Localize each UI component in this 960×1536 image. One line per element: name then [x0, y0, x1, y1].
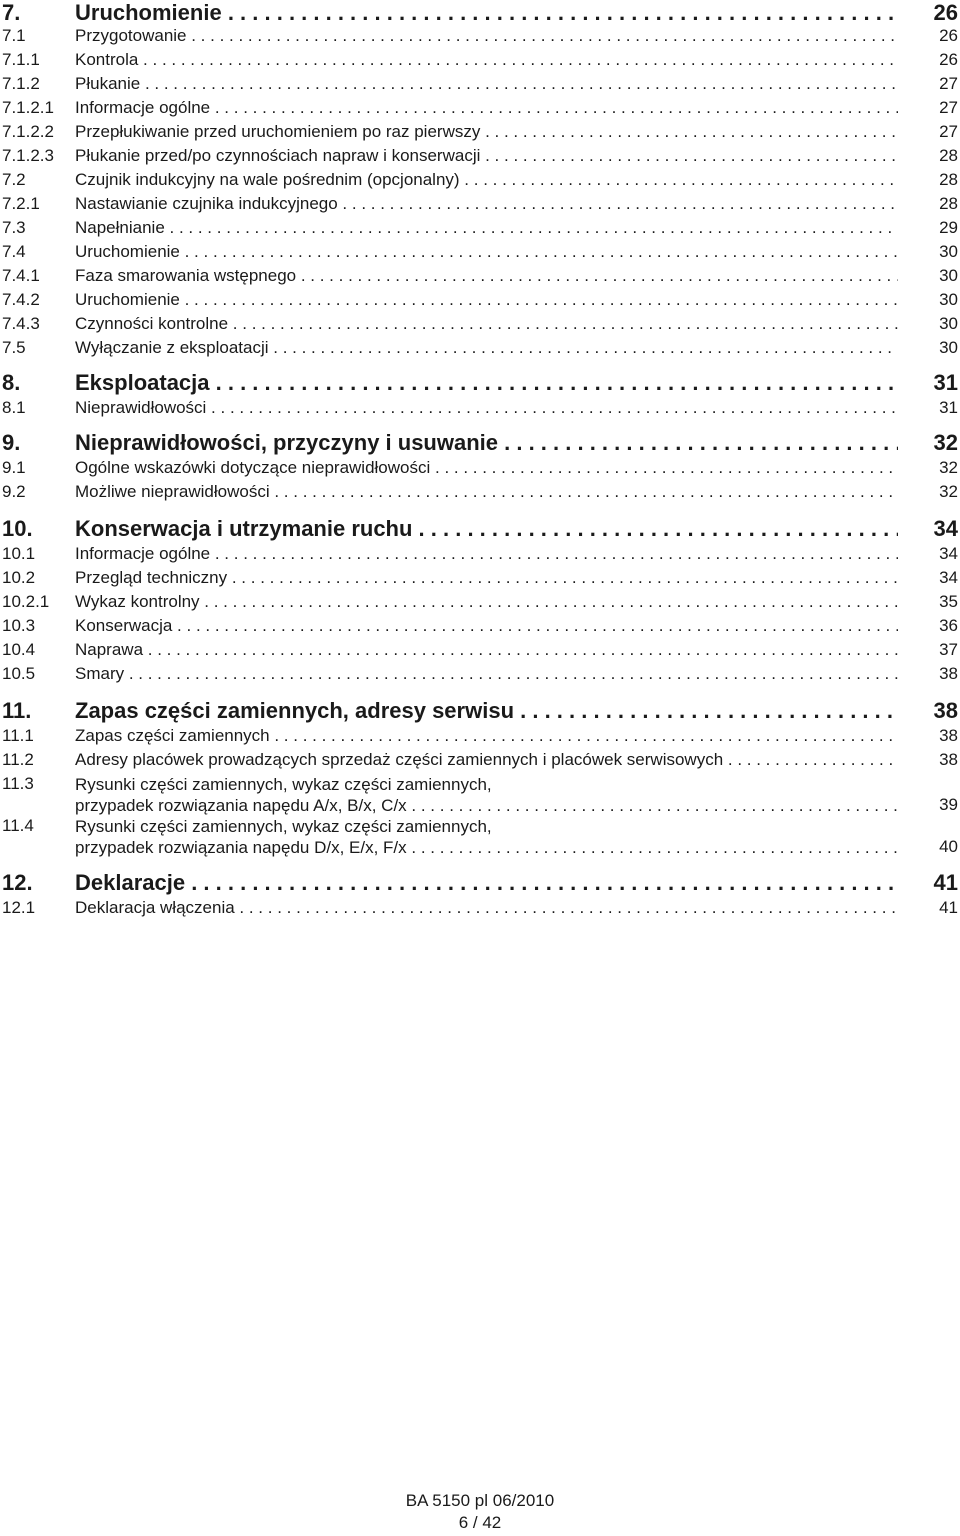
toc-entry-title: Faza smarowania wstępnego . . .: [75, 266, 898, 286]
page-number: 6 / 42: [458, 1513, 502, 1532]
toc-entry-number: 7.4: [2, 242, 26, 261]
toc-entry-title: Wykaz kontrolny . . .: [75, 592, 898, 612]
toc-entry[interactable]: [0, 482, 960, 502]
toc-entry[interactable]: [0, 616, 960, 636]
toc-entry-number: 10.2.1: [2, 592, 50, 611]
toc-entry-title: Czujnik indukcyjny na wale pośrednim (opcjonalny) . . .: [75, 170, 898, 190]
toc-entry-page: 34: [939, 568, 958, 587]
toc-entry[interactable]: [0, 266, 960, 286]
toc-entry-number: 10.2: [2, 568, 36, 587]
toc-entry-number: 7.1.2: [2, 74, 40, 93]
toc-entry-title-line1: Rysunki części zamiennych, wykaz części zamiennych,: [75, 817, 492, 836]
toc-entry[interactable]: [0, 458, 960, 478]
toc-entry[interactable]: [0, 194, 960, 214]
toc-entry-page: 36: [939, 616, 958, 635]
toc-entry-page: 40: [939, 837, 958, 856]
toc-entry-title: Zapas części zamiennych, adresy serwisu . . .: [75, 698, 898, 724]
toc-entry-number: 12.1: [2, 898, 36, 917]
toc-entry-number: 9.2: [2, 482, 26, 501]
toc-entry[interactable]: [0, 898, 960, 918]
toc-entry-page: 41: [933, 870, 958, 895]
toc-entry-number: 7.4.1: [2, 266, 40, 285]
toc-entry-page: 32: [939, 482, 958, 501]
toc-entry[interactable]: [0, 122, 960, 142]
toc-entry-number: 7.1.2.3: [2, 146, 54, 165]
toc-entry-title: Ogólne wskazówki dotyczące nieprawidłowości . . .: [75, 458, 898, 478]
toc-entry-page: 26: [933, 0, 958, 25]
toc-entry-title: Nieprawidłowości, przyczyny i usuwanie . . .: [75, 430, 898, 456]
toc-entry-page: 27: [939, 74, 958, 93]
toc-entry-number: 10.5: [2, 664, 36, 683]
toc-entry-title: Kontrola . . .: [75, 50, 898, 70]
toc-entry-number: 7.1: [2, 26, 26, 45]
toc-entry-number: 11.3: [2, 774, 34, 793]
toc-entry-number: 7.1.2.2: [2, 122, 54, 141]
toc-entry[interactable]: [0, 544, 960, 564]
toc-entry[interactable]: [0, 664, 960, 684]
toc-entry[interactable]: [0, 170, 960, 190]
toc-entry-page: 30: [939, 314, 958, 333]
toc-entry-title: Napełnianie . . .: [75, 218, 898, 238]
toc-entry[interactable]: [0, 242, 960, 262]
toc-entry-title: Przepłukiwanie przed uruchomieniem po raz pierwszy . . .: [75, 122, 898, 142]
toc-entry[interactable]: [0, 146, 960, 166]
toc-entry-number: 7.5: [2, 338, 26, 357]
toc-entry-title: Zapas części zamiennych . . .: [75, 726, 898, 746]
toc-entry[interactable]: [0, 726, 960, 746]
toc-entry-number: 10.3: [2, 616, 36, 635]
toc-entry-title: Uruchomienie . . .: [75, 242, 898, 262]
toc-entry[interactable]: [0, 774, 960, 816]
toc-entry[interactable]: [0, 218, 960, 238]
toc-entry-number: 8.1: [2, 398, 26, 417]
toc-entry-number: 7.4.2: [2, 290, 40, 309]
toc-entry-page: 38: [933, 698, 958, 723]
toc-entry[interactable]: [0, 290, 960, 310]
toc-entry-number: 7.2: [2, 170, 26, 189]
toc-entry-title: Nastawianie czujnika indukcyjnego . . .: [75, 194, 898, 214]
toc-entry-title: Konserwacja i utrzymanie ruchu . . .: [75, 516, 898, 542]
toc-entry-title: Eksploatacja . . .: [75, 370, 898, 396]
toc-entry-page: 28: [939, 194, 958, 213]
toc-entry-title: Naprawa . . .: [75, 640, 898, 660]
toc-entry-title: Wyłączanie z eksploatacji . . .: [75, 338, 898, 358]
toc-entry-number: 7.: [2, 0, 21, 25]
toc-entry-page: 32: [939, 458, 958, 477]
toc-entry-page: 35: [939, 592, 958, 611]
toc-entry-number: 11.: [2, 698, 32, 723]
toc-entry[interactable]: [0, 398, 960, 418]
toc-entry-title: Konserwacja . . .: [75, 616, 898, 636]
toc-entry-title: Uruchomienie . . .: [75, 290, 898, 310]
toc-chapter-entry[interactable]: [0, 870, 960, 896]
toc-entry-title-line2: przypadek rozwiązania napędu D/x, E/x, F/x . . .: [75, 837, 898, 858]
toc-entry-page: 27: [939, 98, 958, 117]
toc-entry-page: 38: [939, 664, 958, 683]
toc-entry-number: 9.1: [2, 458, 26, 477]
toc-entry-page: 31: [939, 398, 958, 417]
toc-entry-title-line2: przypadek rozwiązania napędu A/x, B/x, C/x . . .: [75, 795, 898, 816]
toc-entry-page: 30: [939, 242, 958, 261]
toc-entry-number: 8.: [2, 370, 21, 395]
toc-entry-title: Informacje ogólne . . .: [75, 544, 898, 564]
toc-entry-number: 11.4: [2, 816, 34, 835]
toc-entry-title: Czynności kontrolne . . .: [75, 314, 898, 334]
toc-entry-title: Informacje ogólne . . .: [75, 98, 898, 118]
toc-entry-number: 11.1: [2, 726, 34, 745]
toc-entry[interactable]: [0, 314, 960, 334]
toc-entry-page: 32: [933, 430, 958, 455]
toc-entry-title: Przegląd techniczny . . .: [75, 568, 898, 588]
toc-entry-title: Przygotowanie . . .: [75, 26, 898, 46]
toc-entry-page: 26: [939, 26, 958, 45]
toc-entry[interactable]: [0, 26, 960, 46]
toc-entry-number: 12.: [2, 870, 33, 895]
toc-entry-page: 37: [939, 640, 958, 659]
toc-entry-number: 10.4: [2, 640, 36, 659]
toc-entry-page: 30: [939, 266, 958, 285]
toc-entry[interactable]: [0, 338, 960, 358]
toc-entry-title: Płukanie . . .: [75, 74, 898, 94]
toc-entry-page: 28: [939, 170, 958, 189]
toc-chapter-entry[interactable]: [0, 516, 960, 542]
toc-entry-title: Uruchomienie . . .: [75, 0, 898, 26]
toc-entry-page: 31: [933, 370, 958, 395]
toc-entry-number: 10.1: [2, 544, 36, 563]
toc-entry-number: 7.3: [2, 218, 26, 237]
toc-entry-title: Smary . . .: [75, 664, 898, 684]
toc-entry-page: 34: [939, 544, 958, 563]
toc-entry-number: 7.2.1: [2, 194, 40, 213]
toc-entry[interactable]: [0, 74, 960, 94]
toc-entry-title-line1: Rysunki części zamiennych, wykaz części zamiennych,: [75, 775, 492, 794]
toc-entry-title: Deklaracje . . .: [75, 870, 898, 896]
toc-chapter-entry[interactable]: [0, 698, 960, 724]
toc-entry-number: 7.4.3: [2, 314, 40, 333]
toc-entry[interactable]: [0, 750, 960, 770]
toc-entry[interactable]: [0, 568, 960, 588]
toc-entry-page: 34: [933, 516, 958, 541]
toc-entry-title: Płukanie przed/po czynnościach napraw i konserwacji . . .: [75, 146, 898, 166]
toc-entry-title: Deklaracja włączenia . . .: [75, 898, 898, 918]
toc-chapter-entry[interactable]: [0, 430, 960, 456]
toc-chapter-entry[interactable]: [0, 0, 960, 26]
toc-entry[interactable]: [0, 50, 960, 70]
toc-entry-title: [75, 774, 898, 816]
toc-entry-page: 38: [939, 750, 958, 769]
toc-entry-number: 11.2: [2, 750, 34, 769]
document-id: BA 5150 pl 06/2010: [405, 1491, 555, 1510]
toc-entry-page: 29: [939, 218, 958, 237]
toc-entry-page: 27: [939, 122, 958, 141]
toc-entry-number: 10.: [2, 516, 33, 541]
toc-entry-number: 7.1.2.1: [2, 98, 54, 117]
toc-entry[interactable]: [0, 816, 960, 858]
toc-chapter-entry[interactable]: [0, 370, 960, 396]
toc-entry-number: 7.1.1: [2, 50, 40, 69]
toc-entry-page: 26: [939, 50, 958, 69]
toc-entry-page: 28: [939, 146, 958, 165]
toc-entry[interactable]: [0, 592, 960, 612]
toc-entry-page: 30: [939, 290, 958, 309]
toc-entry[interactable]: [0, 98, 960, 118]
page-footer: [0, 1490, 960, 1534]
toc-entry-page: 41: [939, 898, 958, 917]
toc-entry-page: 38: [939, 726, 958, 745]
toc-entry-page: 30: [939, 338, 958, 357]
toc-entry-title: [75, 816, 898, 858]
toc-entry-title: Możliwe nieprawidłowości . . .: [75, 482, 898, 502]
toc-entry-title: Adresy placówek prowadzących sprzedaż części zamiennych i placówek serwisowych . . .: [75, 750, 898, 770]
toc-entry-number: 9.: [2, 430, 21, 455]
toc-entry[interactable]: [0, 640, 960, 660]
toc-entry-title: Nieprawidłowości . . .: [75, 398, 898, 418]
toc-entry-page: 39: [939, 795, 958, 814]
